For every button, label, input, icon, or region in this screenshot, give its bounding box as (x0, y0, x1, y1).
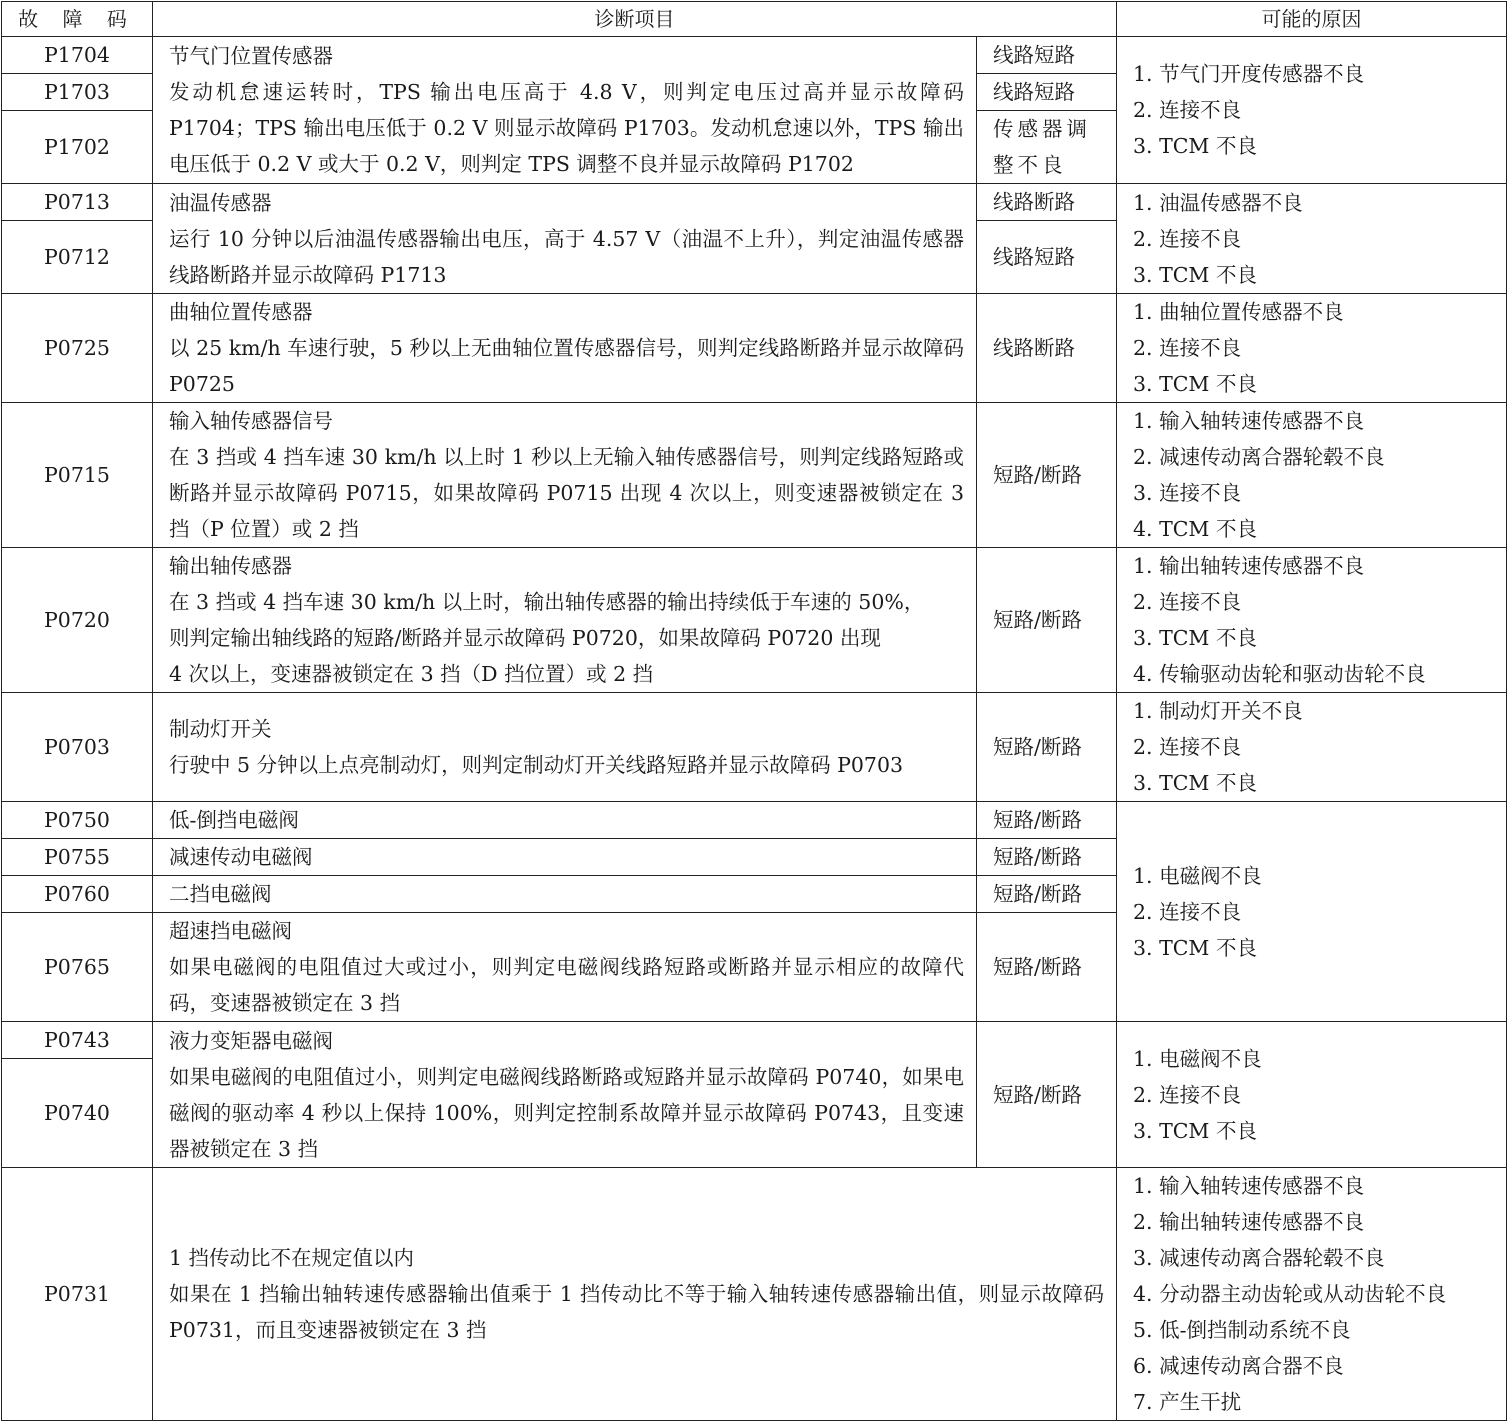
possible-causes (1117, 548, 1507, 693)
cause-item: 1. 节气门开度传感器不良 (1133, 62, 1365, 86)
fault-code-cell: P0750 (2, 802, 153, 839)
cause-item: 2. 连接不良 (1133, 590, 1242, 614)
fault-code-cell: P0712 (2, 221, 153, 294)
cause-item: 6. 减速传动离合器不良 (1133, 1354, 1344, 1378)
cause-item: 2. 连接不良 (1133, 336, 1242, 360)
cause-item: 3. TCM 不良 (1133, 372, 1257, 396)
fault-type-cell: 短路/断路 (977, 1022, 1117, 1168)
table-row (2, 548, 1507, 693)
header-diagnostic-item: 诊断项目 (153, 2, 1117, 37)
cause-item: 2. 连接不良 (1133, 98, 1242, 122)
fault-code-cell: P0725 (2, 294, 153, 403)
fault-code-cell: P0743 (2, 1022, 153, 1059)
cause-item: 3. TCM 不良 (1133, 134, 1257, 158)
cause-item: 1. 曲轴位置传感器不良 (1133, 300, 1344, 324)
fault-type-cell: 短路/断路 (977, 839, 1117, 876)
possible-causes (1117, 37, 1507, 184)
table-row (2, 1022, 1507, 1059)
diagnostic-description (153, 913, 977, 1022)
possible-causes (1117, 403, 1507, 548)
fault-type-cell: 短路/断路 (977, 403, 1117, 548)
diagnostic-description (153, 403, 977, 548)
fault-type-cell: 线路断路 (977, 184, 1117, 221)
fault-type-cell: 线路断路 (977, 294, 1117, 403)
table-row (2, 37, 1507, 74)
diagnostic-text-line: 在 3 挡或 4 挡车速 30 km/h 以上时，输出轴传感器的输出持续低于车速的 50%， (169, 590, 925, 614)
cause-item: 4. TCM 不良 (1133, 517, 1257, 541)
fault-type-cell: 短路/断路 (977, 913, 1117, 1022)
diagnostic-description (153, 184, 977, 294)
diagnostic-title: 节气门位置传感器 (169, 44, 333, 68)
diagnostic-text: 发动机怠速运转时，TPS 输出电压高于 4.8 V，则判定电压过高并显示故障码 P1704；TPS 输出电压低于 0.2 V 则显示故障码 P1703。发动机怠速以外，TPS 输出电压低于 0.2 V 或大于 0.2 V，则判定 TPS 调整不良并显示故障码 P1702 (169, 80, 964, 176)
possible-causes (1117, 294, 1507, 403)
diagnostic-description (153, 548, 977, 693)
fault-code-cell: P1704 (2, 37, 153, 74)
table-row (2, 1168, 1507, 1421)
possible-causes (1117, 693, 1507, 802)
fault-type-cell: 传感器调整不良 (977, 111, 1117, 184)
fault-code-table (1, 1, 1507, 1421)
diagnostic-title: 曲轴位置传感器 (169, 300, 313, 324)
cause-item: 7. 产生干扰 (1133, 1390, 1242, 1414)
cause-item: 5. 低-倒挡制动系统不良 (1133, 1318, 1351, 1342)
cause-item: 1. 电磁阀不良 (1133, 1046, 1262, 1071)
diagnostic-text: 在 3 挡或 4 挡车速 30 km/h 以上时 1 秒以上无输入轴传感器信号，则判定线路短路或断路并显示故障码 P0715，如果故障码 P0715 出现 4 次以上，则变速器被锁定在 3 挡（P 位置）或 2 挡 (169, 445, 964, 541)
diagnostic-title: 液力变矩器电磁阀 (169, 1028, 333, 1053)
fault-type-cell: 短路/断路 (977, 802, 1117, 839)
cause-item: 1. 输入轴转速传感器不良 (1133, 409, 1365, 433)
diagnostic-title: 二挡电磁阀 (153, 876, 977, 913)
table-header-row (2, 2, 1507, 37)
fault-code-cell: P0720 (2, 548, 153, 693)
cause-item: 1. 输出轴转速传感器不良 (1133, 554, 1365, 578)
cause-item: 2. 连接不良 (1133, 1082, 1242, 1107)
diagnostic-text-line: 则判定输出轴线路的短路/断路并显示故障码 P0720，如果故障码 P0720 出现 (169, 626, 881, 650)
diagnostic-title: 低-倒挡电磁阀 (153, 802, 977, 839)
cause-item: 1. 电磁阀不良 (1133, 863, 1262, 888)
diagnostic-text: 如果在 1 挡输出轴转速传感器输出值乘于 1 挡传动比不等于输入轴转速传感器输出值，则显示故障码 P0731，而且变速器被锁定在 3 挡 (169, 1282, 1104, 1342)
diagnostic-description (153, 37, 977, 184)
diagnostic-description (153, 1022, 977, 1168)
table-row (2, 184, 1507, 221)
fault-code-cell: P0740 (2, 1059, 153, 1168)
fault-type-cell: 短路/断路 (977, 548, 1117, 693)
diagnostic-title: 减速传动电磁阀 (153, 839, 977, 876)
cause-item: 3. TCM 不良 (1133, 1118, 1257, 1143)
diagnostic-description (153, 294, 977, 403)
cause-item: 3. TCM 不良 (1133, 771, 1257, 795)
cause-item: 1. 油温传感器不良 (1133, 190, 1303, 215)
diagnostic-description (153, 1168, 1117, 1421)
cause-item: 3. TCM 不良 (1133, 262, 1257, 287)
fault-code-cell: P0715 (2, 403, 153, 548)
diagnostic-title: 输入轴传感器信号 (169, 409, 333, 433)
fault-code-cell: P1703 (2, 74, 153, 111)
diagnostic-text: 如果电磁阀的电阻值过大或过小，则判定电磁阀线路短路或断路并显示相应的故障代码，变速器被锁定在 3 挡 (169, 955, 964, 1015)
fault-type-cell: 短路/断路 (977, 693, 1117, 802)
header-fault-code: 故 障 码 (2, 2, 153, 37)
cause-item: 4. 传输驱动齿轮和驱动齿轮不良 (1133, 662, 1426, 686)
diagnostic-title: 1 挡传动比不在规定值以内 (169, 1246, 415, 1270)
diagnostic-title: 输出轴传感器 (169, 554, 292, 578)
fault-type-cell: 线路短路 (977, 221, 1117, 294)
cause-item: 3. TCM 不良 (1133, 626, 1257, 650)
cause-item: 3. 减速传动离合器轮毂不良 (1133, 1246, 1385, 1270)
diagnostic-text: 行驶中 5 分钟以上点亮制动灯，则判定制动灯开关线路短路并显示故障码 P0703 (169, 753, 904, 777)
fault-code-cell: P0755 (2, 839, 153, 876)
fault-code-cell: P0703 (2, 693, 153, 802)
table-row (2, 802, 1507, 839)
fault-code-cell: P0760 (2, 876, 153, 913)
fault-type-cell: 短路/断路 (977, 876, 1117, 913)
cause-item: 2. 连接不良 (1133, 899, 1242, 924)
diagnostic-title: 制动灯开关 (169, 717, 272, 741)
header-possible-cause: 可能的原因 (1117, 2, 1507, 37)
diagnostic-title: 超速挡电磁阀 (169, 919, 292, 943)
diagnostic-text-line: 4 次以上，变速器被锁定在 3 挡（D 挡位置）或 2 挡 (169, 662, 654, 686)
cause-item: 2. 减速传动离合器轮毂不良 (1133, 445, 1385, 469)
fault-type-cell: 线路短路 (977, 37, 1117, 74)
fault-code-document (1, 1, 1506, 1423)
cause-item: 1. 制动灯开关不良 (1133, 699, 1303, 723)
possible-causes (1117, 1022, 1507, 1168)
fault-code-cell: P0713 (2, 184, 153, 221)
cause-item: 1. 输入轴转速传感器不良 (1133, 1174, 1365, 1198)
fault-code-cell: P0765 (2, 913, 153, 1022)
fault-code-cell: P0731 (2, 1168, 153, 1421)
cause-item: 2. 连接不良 (1133, 226, 1242, 251)
cause-item: 3. 连接不良 (1133, 481, 1242, 505)
diagnostic-text: 如果电磁阀的电阻值过小，则判定电磁阀线路断路或短路并显示故障码 P0740，如果电磁阀的驱动率 4 秒以上保持 100%，则判定控制系故障并显示故障码 P0743，且变速器被锁定在 3 挡 (169, 1064, 964, 1161)
cause-item: 2. 连接不良 (1133, 735, 1242, 759)
table-row (2, 294, 1507, 403)
cause-item: 2. 输出轴转速传感器不良 (1133, 1210, 1365, 1234)
diagnostic-description (153, 693, 977, 802)
possible-causes (1117, 184, 1507, 294)
diagnostic-text: 以 25 km/h 车速行驶，5 秒以上无曲轴位置传感器信号，则判定线路断路并显示故障码 P0725 (169, 336, 964, 396)
cause-item: 4. 分动器主动齿轮或从动齿轮不良 (1133, 1282, 1447, 1306)
fault-code-cell: P1702 (2, 111, 153, 184)
diagnostic-title: 油温传感器 (169, 190, 272, 215)
table-row (2, 693, 1507, 802)
possible-causes (1117, 1168, 1507, 1421)
diagnostic-text: 运行 10 分钟以后油温传感器输出电压，高于 4.57 V（油温不上升），判定油温传感器线路断路并显示故障码 P1713 (169, 226, 964, 287)
possible-causes (1117, 802, 1507, 1022)
table-row (2, 403, 1507, 548)
cause-item: 3. TCM 不良 (1133, 935, 1257, 960)
fault-type-cell: 线路短路 (977, 74, 1117, 111)
